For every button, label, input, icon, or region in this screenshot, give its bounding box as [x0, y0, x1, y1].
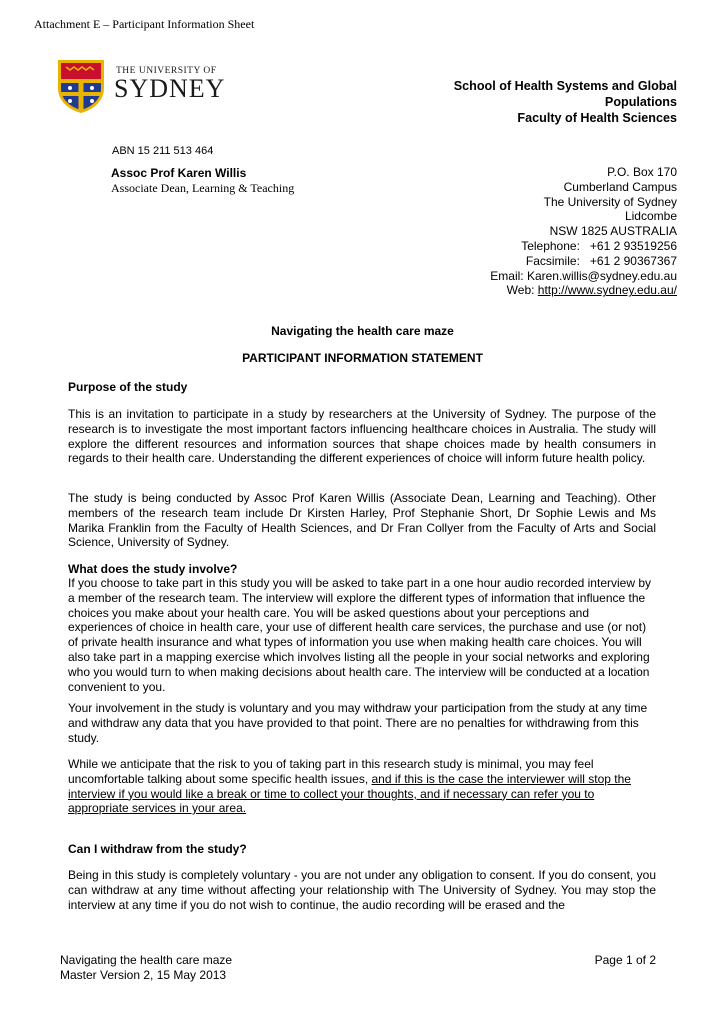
person-name: Assoc Prof Karen Willis — [111, 166, 247, 180]
involve-paragraph-2: Your involvement in the study is voluntary and you may withdraw your participation from the study at any time and withdraw any data that you have provided to that point. There are no penalties for withdrawing from this study. — [68, 701, 648, 745]
purpose-heading: Purpose of the study — [68, 380, 188, 394]
document-subtitle: PARTICIPANT INFORMATION STATEMENT — [242, 351, 483, 365]
contact-web — [417, 283, 677, 298]
footer-title: Navigating the health care maze — [60, 953, 233, 967]
withdraw-heading: Can I withdraw from the study? — [68, 842, 247, 856]
school-line-1: School of Health Systems and Global — [453, 79, 677, 93]
page-number: Page 1 of 2 — [594, 953, 656, 967]
logo-line-1: THE UNIVERSITY OF — [116, 66, 217, 76]
contact-po-box: P.O. Box 170 — [607, 165, 677, 179]
contact-email: Email: Karen.willis@sydney.edu.au — [490, 268, 677, 283]
contact-block — [417, 165, 677, 298]
contact-campus: Cumberland Campus — [563, 179, 677, 194]
involve-paragraph-1: If you choose to take part in this study you will be asked to take part in a one hour audio recorded interview by a member of the research team. The interview will explore the different types of information that influence the choices you make about your health care. You will be asked questions about your perceptions and experiences of choice in health care, your use of different health care services, the purchase and use (or not) of private health insurance and what types of information you use when making health care choices. You will also take part in a mapping exercise which involves listing all the people in your social networks and exploring who you would turn to when making decisions about health care. The interview will be conducted at a location convenient to you. — [68, 576, 652, 694]
web-label: Web: — [506, 283, 538, 298]
involve-heading: What does the study involve? — [68, 562, 238, 576]
purpose-paragraph-1: This is an invitation to participate in a study by researchers at the University of Sydney. The purpose of the research is to investigate the most important factors influencing healthcare choices in Australia. The study will explore the different resources and information sources that shape choices made by health consumers in regards to their health care. Understanding the different experiences of choice will inform future health policy. — [68, 407, 656, 466]
footer-version: Master Version 2, 15 May 2013 — [60, 967, 227, 982]
contact-telephone: Telephone: +61 2 93519256 — [521, 238, 677, 253]
university-crest-icon — [56, 58, 106, 114]
abn-number: ABN 15 211 513 464 — [112, 145, 214, 157]
withdraw-paragraph-1: Being in this study is completely voluntary - you are not under any obligation to consent. If you do consent, you can withdraw at any time without affecting your relationship with The University of Sydney. You may stop the interview at any time if you do not wish to continue, the audio recording will be erased and the — [68, 868, 656, 912]
school-line-3: Faculty of Health Sciences — [517, 111, 677, 125]
purpose-paragraph-2: The study is being conducted by Assoc Prof Karen Willis (Associate Dean, Learning and Teaching). Other members of the research team include Dr Kirsten Harley, Prof Stephanie Short, Dr Sophie Lewis and Ms Marika Franklin from the Faculty of Health Sciences, and Dr Fran Collyer from the Faculty of Arts and Social Science, University of Sydney. — [68, 491, 656, 550]
person-role: Associate Dean, Learning & Teaching — [111, 181, 295, 195]
school-line-2: Populations — [604, 95, 677, 109]
involve-paragraph-3 — [68, 757, 656, 816]
involve-paragraph-3-underlined: and if this is the case the interviewer will stop the interview if you would like a break or time to collect your thoughts, and if necessary can refer you to appropriate services in your area. — [68, 771, 631, 816]
web-link[interactable]: http://www.sydney.edu.au/ — [537, 283, 677, 298]
document-title: Navigating the health care maze — [271, 324, 454, 338]
contact-suburb: Lidcombe — [624, 209, 677, 224]
contact-state: NSW 1825 AUSTRALIA — [549, 224, 677, 239]
school-name — [377, 78, 677, 126]
contact-university: The University of Sydney — [543, 194, 677, 209]
contact-facsimile: Facsimile: +61 2 90367367 — [525, 253, 677, 268]
logo-line-2: SYDNEY — [114, 74, 226, 103]
footer — [60, 953, 232, 983]
involve-paragraph-3-plain: While we anticipate that the risk to you of taking part in this research study is minimal, you may feel uncomfortable talking about some specific health issues, — [68, 757, 594, 786]
attachment-label: Attachment E – Participant Information Sheet — [34, 17, 255, 31]
